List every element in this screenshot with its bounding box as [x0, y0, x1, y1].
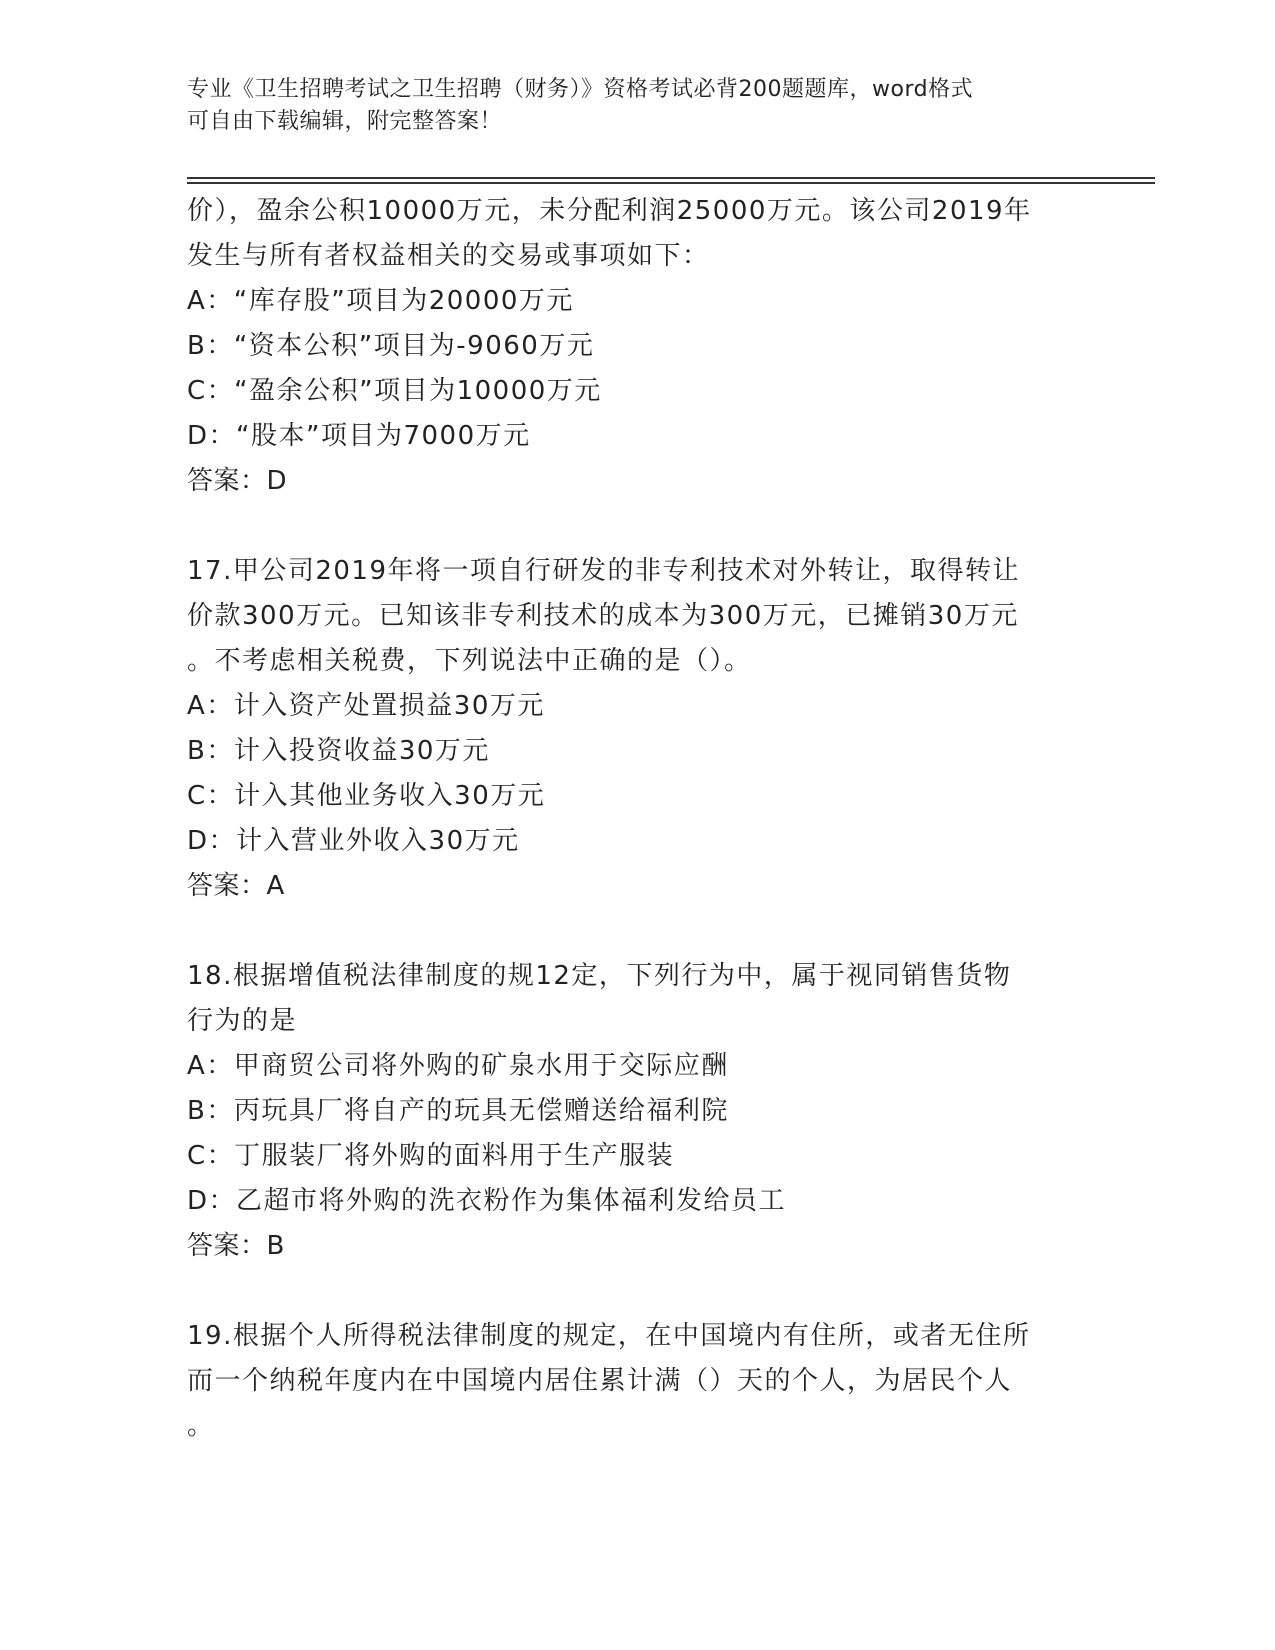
question-text-line: 。 — [187, 1411, 215, 1441]
option-d: D：“股本”项目为7000万元 — [187, 421, 531, 451]
question-text-line: 17.甲公司2019年将一项自行研发的非专利技术对外转让，取得转让 — [187, 556, 1021, 586]
option-b: B：丙玩具厂将自产的玩具无偿赠送给福利院 — [187, 1096, 729, 1126]
spacer — [187, 1269, 1087, 1314]
option-c: C：“盈余公积”项目为10000万元 — [187, 376, 602, 406]
header-rule-top — [187, 177, 1155, 179]
question-text-line: 行为的是 — [187, 1006, 298, 1036]
question-text-line: 价款300万元。已知该非专利技术的成本为300万元，已摊销30万元 — [187, 601, 1019, 631]
question-17 — [187, 549, 1087, 909]
option-d: D：计入营业外收入30万元 — [187, 826, 520, 856]
option-b: B：“资本公积”项目为-9060万元 — [187, 331, 595, 361]
question-text-line: 。不考虑相关税费，下列说法中正确的是（）。 — [187, 646, 752, 676]
option-b: B：计入投资收益30万元 — [187, 736, 490, 766]
option-d: D：乙超市将外购的洗衣粉作为集体福利发给员工 — [187, 1186, 787, 1216]
question-text-line: 而一个纳税年度内在中国境内居住累计满（）天的个人，为居民个人 — [187, 1366, 1013, 1396]
question-text-line: 发生与所有者权益相关的交易或事项如下： — [187, 241, 710, 271]
question-18 — [187, 954, 1087, 1269]
question-text-line: 18.根据增值税法律制度的规12定，下列行为中，属于视同销售货物 — [187, 961, 1012, 991]
option-c: C：丁服装厂将外购的面料用于生产服装 — [187, 1141, 675, 1171]
question-16-continuation — [187, 189, 1087, 504]
document-header — [187, 74, 1067, 138]
question-text-line: 价），盈余公积10000万元，未分配利润25000万元。该公司2019年 — [187, 196, 1032, 226]
option-a: A：“库存股”项目为20000万元 — [187, 286, 574, 316]
header-rule-bottom — [187, 182, 1155, 184]
spacer — [187, 504, 1087, 549]
answer-label: 答案：B — [187, 1231, 285, 1261]
answer-label: 答案：A — [187, 871, 285, 901]
header-title-line-1: 专业《卫生招聘考试之卫生招聘（财务）》资格考试必背200题题库，word格式 — [187, 77, 974, 102]
option-a: A：甲商贸公司将外购的矿泉水用于交际应酬 — [187, 1051, 729, 1081]
option-a: A：计入资产处置损益30万元 — [187, 691, 545, 721]
option-c: C：计入其他业务收入30万元 — [187, 781, 546, 811]
spacer — [187, 909, 1087, 954]
document-body — [187, 189, 1087, 1449]
question-text-line: 19.根据个人所得税法律制度的规定，在中国境内有住所，或者无住所 — [187, 1321, 1031, 1351]
answer-label: 答案：D — [187, 466, 288, 496]
question-19 — [187, 1314, 1087, 1449]
header-title-line-2: 可自由下载编辑，附完整答案！ — [187, 109, 503, 134]
